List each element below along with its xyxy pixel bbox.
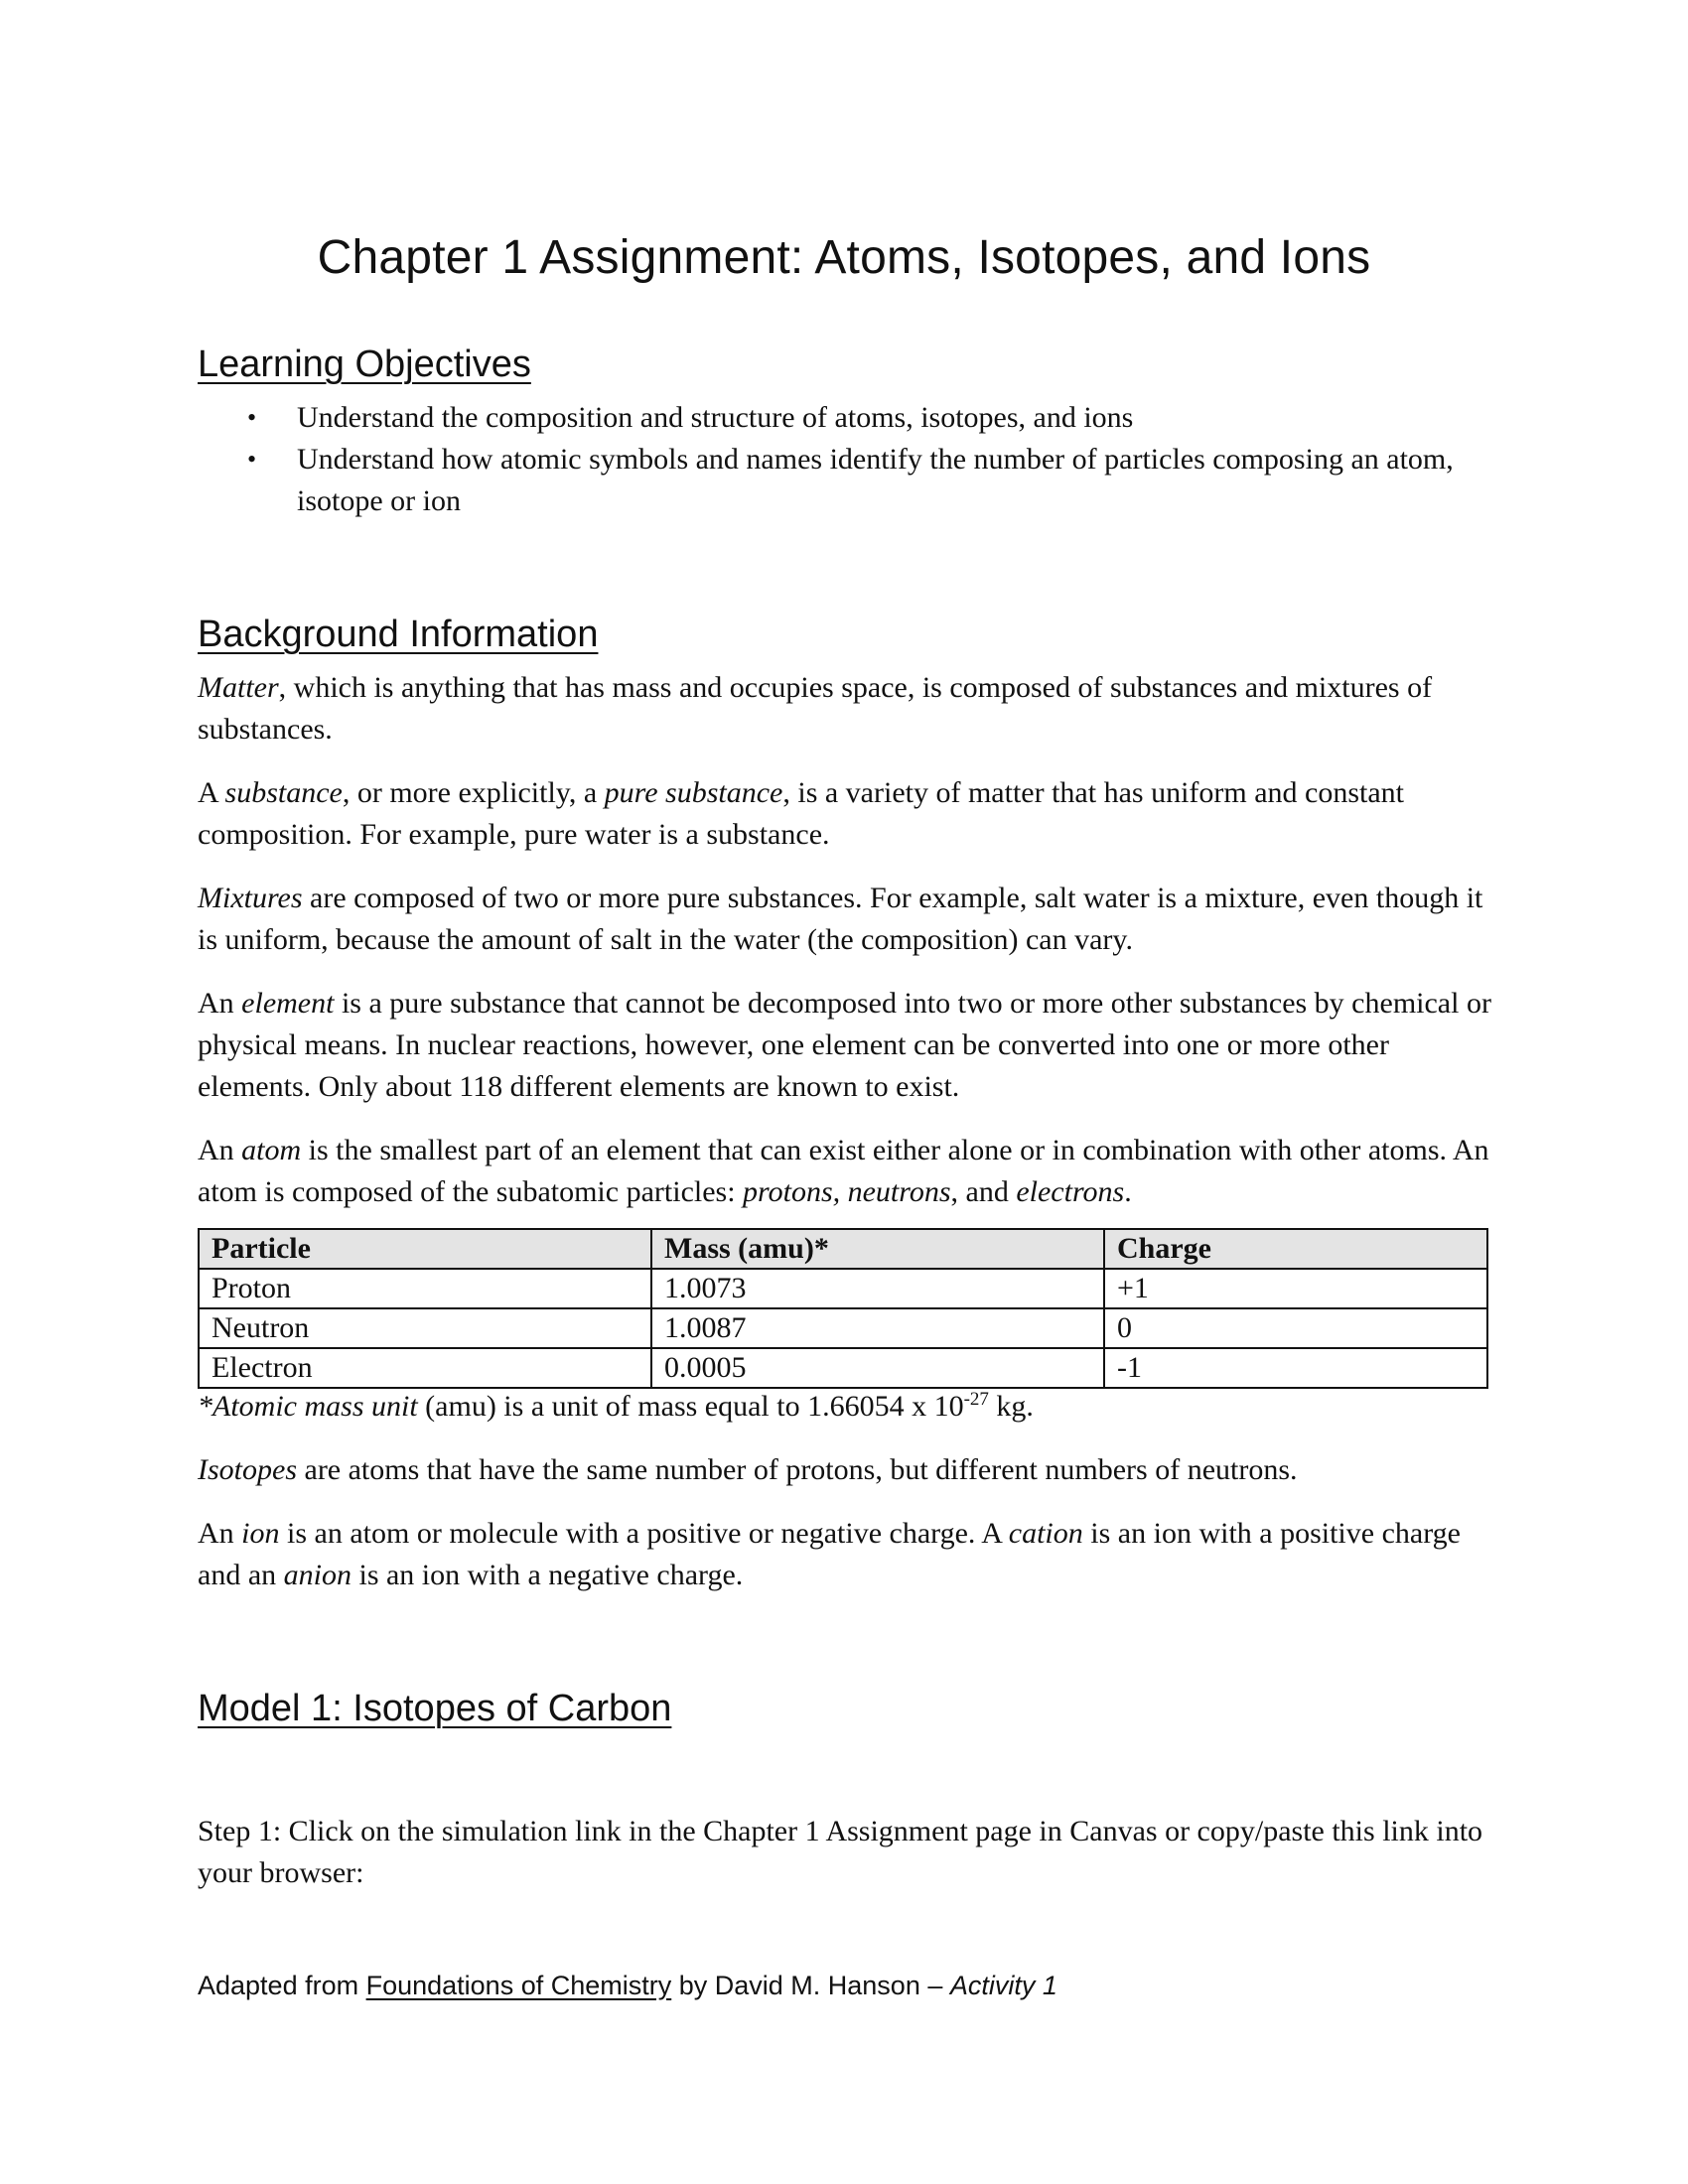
column-header: Mass (amu)*: [651, 1229, 1104, 1269]
book-title: Foundations of Chemistry: [365, 1971, 672, 2000]
table-cell: 0: [1104, 1308, 1487, 1348]
column-header: Charge: [1104, 1229, 1487, 1269]
term-matter: Matter: [198, 671, 279, 704]
table-cell: -1: [1104, 1348, 1487, 1388]
paragraph-text: are composed of two or more pure substances. For example, salt water is a mixture, even though it is uniform, because the amount of salt in the water (the composition) can vary.: [198, 882, 1483, 956]
paragraph-text: is an ion with a negative charge.: [351, 1559, 744, 1591]
term-electrons: electrons: [1016, 1175, 1125, 1208]
paragraph-text: An: [198, 1517, 242, 1550]
term-isotopes: Isotopes: [198, 1453, 297, 1486]
footer-text: by David M. Hanson –: [671, 1971, 950, 2000]
term-anion: anion: [283, 1559, 352, 1591]
term-atomic-mass-unit: *Atomic mass unit: [198, 1390, 418, 1423]
paragraph-text: An: [198, 987, 242, 1020]
paragraph-isotopes: [198, 1449, 1498, 1491]
paragraph-text: is the smallest part of an element that can exist either alone or in combination with other atoms. An atom is composed of the subatomic particles:: [198, 1134, 1489, 1208]
objective-text: Understand the composition and structure of atoms, isotopes, and ions: [297, 401, 1134, 434]
table-cell: +1: [1104, 1269, 1487, 1308]
background-heading: Background Information: [198, 614, 599, 655]
table-row: [199, 1269, 1487, 1308]
paragraph-text: is an atom or molecule with a positive or negative charge. A: [279, 1517, 1009, 1550]
footnote-text: (amu) is a unit of mass equal to 1.66054 x 10: [417, 1390, 964, 1423]
step1-paragraph: Step 1: Click on the simulation link in the Chapter 1 Assignment page in Canvas or copy/paste this link into your browser:: [198, 1815, 1483, 1889]
term-cation: cation: [1008, 1517, 1083, 1550]
learning-objectives-list: [198, 397, 1498, 522]
term-ion: ion: [241, 1517, 280, 1550]
list-item: [198, 397, 1498, 439]
paragraph-text: , or more explicitly, a: [342, 776, 605, 809]
paragraph-text: is an ion with a positive charge and an: [198, 1517, 1461, 1591]
footnote-unit: kg.: [988, 1390, 1034, 1423]
term-pure-substance: pure substance: [604, 776, 783, 809]
activity-label: Activity 1: [949, 1971, 1057, 2000]
list-item: [198, 439, 1498, 522]
objective-text: Understand how atomic symbols and names identify the number of particles composing an atom, isotope or ion: [297, 443, 1454, 517]
term-atom: atom: [241, 1134, 302, 1166]
paragraph-text: is a pure substance that cannot be decomposed into two or more other substances by chemical or physical means. In nuclear reactions, however, one element can be converted into one or more other elements. Only about 118 different elements are known to exist.: [198, 987, 1491, 1103]
paragraph-text: , which is anything that has mass and occupies space, is composed of substances and mixtures of substances.: [198, 671, 1433, 746]
term-element: element: [241, 987, 335, 1020]
paragraph-text: A: [198, 776, 225, 809]
paragraph-ion: [198, 1513, 1498, 1596]
particle-table: [198, 1228, 1488, 1389]
table-header-row: [199, 1229, 1487, 1269]
paragraph-atom: [198, 1130, 1498, 1213]
paragraph-text: , is a variety of matter that has uniform and constant composition. For example, pure water is a substance.: [198, 776, 1405, 851]
table-footnote: [198, 1386, 1498, 1428]
model1-heading: Model 1: Isotopes of Carbon: [198, 1688, 672, 1729]
table-cell: Electron: [199, 1348, 651, 1388]
page-title: Chapter 1 Assignment: Atoms, Isotopes, and Ions: [317, 231, 1371, 285]
learning-objectives-heading: Learning Objectives: [198, 343, 531, 385]
paragraph-matter: [198, 667, 1498, 751]
paragraph-text: , and: [950, 1175, 1017, 1208]
paragraph-text: are atoms that have the same number of protons, but different numbers of neutrons.: [297, 1453, 1298, 1486]
bullet-icon: •: [247, 403, 257, 432]
column-header: Particle: [199, 1229, 651, 1269]
table-cell: 1.0087: [651, 1308, 1104, 1348]
exponent: -27: [963, 1389, 989, 1410]
table-cell: Proton: [199, 1269, 651, 1308]
footer-text: Adapted from: [198, 1971, 366, 2000]
bullet-icon: •: [247, 445, 257, 474]
term-protons-neutrons: protons, neutrons: [743, 1175, 951, 1208]
footer-attribution: [198, 1971, 1057, 2001]
table-row: [199, 1348, 1487, 1388]
paragraph-element: [198, 983, 1498, 1108]
table-cell: 1.0073: [651, 1269, 1104, 1308]
term-mixtures: Mixtures: [198, 882, 303, 914]
table-row: [199, 1308, 1487, 1348]
paragraph-text: .: [1124, 1175, 1132, 1208]
table-cell: Neutron: [199, 1308, 651, 1348]
paragraph-mixtures: [198, 878, 1498, 961]
paragraph-text: An: [198, 1134, 242, 1166]
table-cell: 0.0005: [651, 1348, 1104, 1388]
paragraph-substance: [198, 772, 1498, 856]
term-substance: substance: [224, 776, 343, 809]
